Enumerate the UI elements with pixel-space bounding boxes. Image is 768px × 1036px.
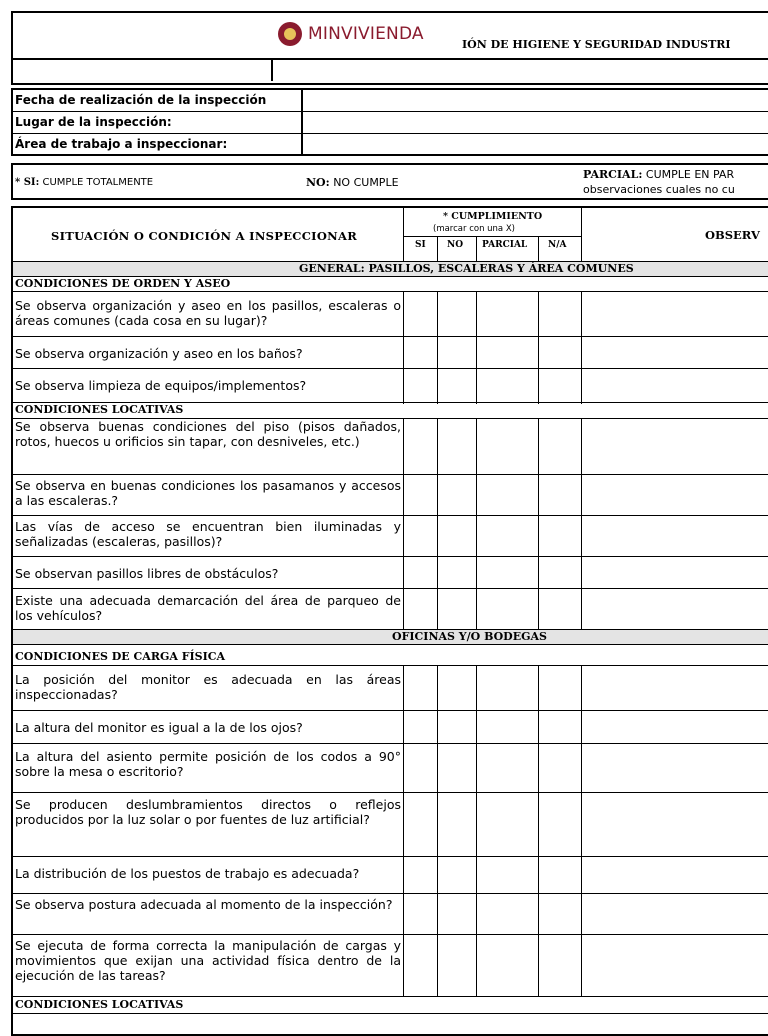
legend-no-text: NO CUMPLE <box>333 176 399 189</box>
hline <box>13 856 768 857</box>
section-oficinas <box>13 629 768 644</box>
question-row: Se observa organización y aseo en los pasillos, escaleras o áreas comunes (cada cosa en su lugar)? <box>15 298 401 328</box>
legend-parcial-line2: observaciones cuales no cu <box>583 183 735 196</box>
vline <box>403 418 404 629</box>
header-divider <box>11 58 768 60</box>
legend-parcial <box>583 168 734 181</box>
vline <box>403 291 404 404</box>
vline <box>437 418 438 629</box>
lugar-label: Lugar de la inspección: <box>15 115 172 129</box>
category-locativas-2: CONDICIONES LOCATIVAS <box>15 998 184 1011</box>
hline <box>13 644 768 645</box>
col-header-na: N/A <box>548 240 567 250</box>
col-header-observaciones: OBSERV <box>705 228 760 242</box>
coat-of-arms-icon <box>278 22 302 46</box>
col-header-situation: SITUACIÓN O CONDICIÓN A INSPECCIONAR <box>51 229 358 243</box>
vline <box>538 236 539 261</box>
fecha-label: Fecha de realización de la inspección <box>15 93 267 107</box>
hline <box>13 291 768 292</box>
question-row: Se observa en buenas condiciones los pasamanos y accesos a las escaleras.? <box>15 478 401 508</box>
vline <box>437 236 438 261</box>
question-row: Se observa postura adecuada al momento de la inspección? <box>15 897 393 912</box>
category-carga-fisica: CONDICIONES DE CARGA FÍSICA <box>15 650 226 663</box>
vline <box>437 291 438 404</box>
ministry-logo <box>278 22 424 46</box>
question-row: Existe una adecuada demarcación del área de parqueo de los vehículos? <box>15 593 401 623</box>
info-row-lugar <box>13 112 768 134</box>
question-row: Se observa organización y aseo en los baños? <box>15 346 303 361</box>
legend-si <box>15 177 153 188</box>
section-general <box>13 261 768 276</box>
vline <box>538 418 539 629</box>
hline <box>13 665 768 666</box>
vline <box>476 291 477 404</box>
hline <box>13 474 768 475</box>
vline <box>437 665 438 996</box>
legend-si-text: CUMPLE TOTALMENTE <box>42 177 154 188</box>
info-column-divider <box>301 90 303 154</box>
inspection-table <box>11 206 768 1036</box>
col-header-no: NO <box>447 240 464 250</box>
legend-parcial-key: PARCIAL: <box>583 168 643 181</box>
vline <box>403 665 404 996</box>
hline <box>13 792 768 793</box>
col-header-parcial: PARCIAL <box>482 240 528 250</box>
hline <box>13 1013 768 1014</box>
section-oficinas-title: OFICINAS Y/O BODEGAS <box>392 630 547 643</box>
hline <box>13 893 768 894</box>
hline <box>13 336 768 337</box>
category-orden-aseo: CONDICIONES DE ORDEN Y ASEO <box>15 277 231 290</box>
question-row: La distribución de los puestos de trabajo es adecuada? <box>15 866 360 881</box>
vline <box>538 665 539 996</box>
legend-parcial-text: CUMPLE EN PAR <box>645 168 735 181</box>
vline <box>476 665 477 996</box>
vline <box>581 291 582 404</box>
vline <box>581 418 582 629</box>
question-row: Se observa buenas condiciones del piso (pisos dañados, rotos, huecos u orificios sin tapar, con desniveles, etc.) <box>15 419 401 449</box>
hline <box>13 556 768 557</box>
col-header-si: SI <box>415 240 426 250</box>
question-row: La altura del monitor es igual a la de los ojos? <box>15 720 303 735</box>
question-row: Se observan pasillos libres de obstáculos? <box>15 566 279 581</box>
hline <box>13 934 768 935</box>
col-header-cumplimiento-note: (marcar con una X) <box>433 224 515 234</box>
subheader-line <box>403 236 581 237</box>
legend-si-key: * SI: <box>15 177 40 188</box>
hline <box>13 368 768 369</box>
question-row: Se producen deslumbramientos directos o reflejos producidos por la luz solar o por fuentes de luz artificial? <box>15 797 401 827</box>
hline <box>13 588 768 589</box>
vline <box>538 291 539 404</box>
category-locativas: CONDICIONES LOCATIVAS <box>15 403 184 416</box>
question-row: Se ejecuta de forma correcta la manipulación de cargas y movimientos que exijan una actividad física dentro de la ejecución de las tareas? <box>15 938 401 983</box>
document-title: IÓN DE HIGIENE Y SEGURIDAD INDUSTRI <box>462 38 731 51</box>
info-row-fecha <box>13 90 768 112</box>
hline <box>13 743 768 744</box>
hline <box>13 710 768 711</box>
vline <box>476 236 477 261</box>
vline <box>581 208 582 261</box>
legend-no-key: NO: <box>306 176 330 189</box>
legend-no <box>306 176 399 189</box>
header-cell-divider <box>271 60 273 81</box>
col-header-cumplimiento: * CUMPLIMIENTO <box>443 211 543 222</box>
vline <box>403 208 404 261</box>
legend-box <box>11 163 768 200</box>
question-row: Se observa limpieza de equipos/implementos? <box>15 378 307 393</box>
area-label: Área de trabajo a inspeccionar: <box>15 137 228 151</box>
vline <box>581 665 582 996</box>
question-row: Las vías de acceso se encuentran bien iluminadas y señalizadas (escaleras, pasillos)? <box>15 519 401 549</box>
hline <box>13 996 768 997</box>
question-row: La altura del asiento permite posición de los codos a 90° sobre la mesa o escritorio? <box>15 749 401 779</box>
logo-text: MINVIVIENDA <box>308 24 424 44</box>
info-row-area <box>13 134 768 156</box>
inspection-info-table <box>11 88 768 156</box>
vline <box>476 418 477 629</box>
section-general-title: GENERAL: PASILLOS, ESCALERAS Y ÁREA COMUNES <box>299 262 634 275</box>
question-row: La posición del monitor es adecuada en las áreas inspeccionadas? <box>15 672 401 702</box>
hline <box>13 515 768 516</box>
